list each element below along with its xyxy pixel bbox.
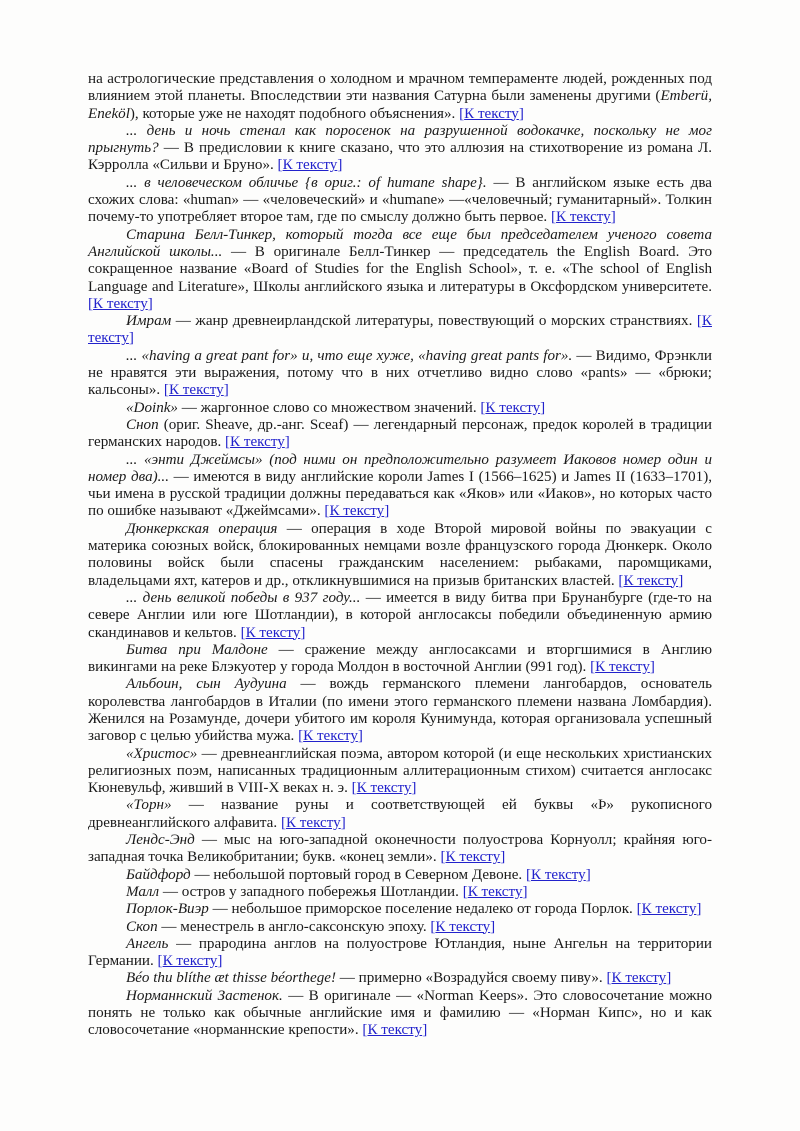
footnote-term: «Doink» xyxy=(126,399,178,416)
footnote-text: ), которые уже не находят подобного объяснения». xyxy=(129,105,460,122)
to-text-label: К тексту xyxy=(329,503,385,520)
to-text-link[interactable] xyxy=(440,849,505,865)
footnote-term: ... день и ночь стенал как поросенок на разрушенной водокачке, поскольку не мог прыгнуть? xyxy=(88,122,712,157)
footnote-text: — жаргонное слово со множеством значений. xyxy=(177,399,481,416)
bracket-close: ] xyxy=(422,1022,428,1039)
footnote-term: Лендс-Энд xyxy=(126,832,195,849)
bracket-close: ] xyxy=(217,953,223,970)
bracket-open: [ xyxy=(462,883,468,900)
footnote-term: Emberü, Eneköl xyxy=(88,88,712,122)
to-text-link[interactable] xyxy=(637,901,702,917)
to-text-link[interactable] xyxy=(164,382,229,398)
to-text-link[interactable] xyxy=(298,728,363,744)
bracket-close: ] xyxy=(357,728,363,745)
bracket-close: ] xyxy=(696,901,702,918)
to-text-link[interactable] xyxy=(281,815,346,831)
to-text-link[interactable] xyxy=(590,659,655,675)
to-text-label: К тексту xyxy=(162,953,218,970)
footnote-text: — сражение между англосаксами и вторгшимися в Англию викингами на реке Блэкуотер у города Молдон в восточной Англии (991 год). xyxy=(88,641,713,676)
to-text-link[interactable] xyxy=(618,573,683,589)
bracket-close: ] xyxy=(147,295,153,312)
bracket-close: ] xyxy=(610,209,616,226)
to-text-label: К тексту xyxy=(467,883,523,900)
bracket-close: ] xyxy=(666,970,672,987)
to-text-link[interactable] xyxy=(606,970,671,986)
footnote-text: на астрологические представления о холодном и мрачном темпераменте людей, рожденных под влиянием этой планеты. Впоследствии эти названия Сатурна были заменены другими ( xyxy=(88,71,712,105)
footnote-term: Альбоин, сын Аудуина xyxy=(126,676,287,693)
to-text-label: К тексту xyxy=(445,849,501,866)
to-text-link[interactable] xyxy=(430,919,495,935)
to-text-link[interactable] xyxy=(241,625,306,641)
bracket-close: ] xyxy=(540,399,546,416)
to-text-label: К тексту xyxy=(623,572,679,589)
footnote-paragraph xyxy=(88,901,712,918)
footnote-text: — В предисловии к книге сказано, что это аллюзия на стихотворение из романа Л. Кэрролла «Сильви и Бруно». xyxy=(88,140,712,174)
footnote-text: — прародина англов на полуострове Ютландия, ныне Ангельн на территории Германии. xyxy=(88,935,712,970)
footnote-paragraph xyxy=(88,175,712,227)
bracket-open: [ xyxy=(618,572,624,589)
footnote-paragraph xyxy=(88,867,712,884)
bracket-close: ] xyxy=(500,849,506,866)
footnote-term: Битва при Малдоне xyxy=(126,641,268,658)
bracket-close: ] xyxy=(490,918,496,935)
footnote-paragraph xyxy=(88,832,712,867)
bracket-close: ] xyxy=(678,572,684,589)
bracket-open: [ xyxy=(636,901,642,918)
footnote-term: Старина Белл-Тинкер, который тогда все еще был председателем ученого совета Английской школы... xyxy=(88,226,712,260)
to-text-label: К тексту xyxy=(245,624,301,641)
footnote-paragraph xyxy=(88,521,712,590)
bracket-close: ] xyxy=(223,382,229,399)
bracket-open: [ xyxy=(88,295,94,312)
footnote-text: — В английском языке есть два схожих слова: «human» — «человеческий» и «humane» —«человечный; гуманитарный». Толкин почему-то употребляет второе там, где по смыслу должно быть первое. xyxy=(88,174,712,226)
footnote-paragraph xyxy=(88,797,712,832)
to-text-link[interactable] xyxy=(526,867,591,883)
to-text-link[interactable] xyxy=(551,209,616,225)
to-text-label: К тексту xyxy=(641,901,697,918)
to-text-link[interactable] xyxy=(362,1022,427,1038)
to-text-label: К тексту xyxy=(464,105,519,122)
bracket-open: [ xyxy=(324,503,330,520)
bracket-open: [ xyxy=(362,1022,368,1039)
footnote-paragraph xyxy=(88,452,712,521)
to-text-link[interactable] xyxy=(278,157,343,173)
bracket-open: [ xyxy=(157,953,163,970)
footnote-text: — жанр древнеирландской литературы, повествующий о морских странствиях. xyxy=(171,313,697,330)
to-text-label: К тексту xyxy=(168,382,224,399)
bracket-close: ] xyxy=(518,105,524,122)
bracket-close: ] xyxy=(384,503,390,520)
bracket-open: [ xyxy=(480,399,486,416)
bracket-close: ] xyxy=(337,157,343,174)
footnote-term: ... в человеческом обличье {в ориг.: of humane shape}. xyxy=(126,174,494,191)
to-text-label: К тексту xyxy=(555,209,611,226)
footnote-term: Сноп xyxy=(126,416,159,433)
footnote-term: «Христос» xyxy=(126,745,198,762)
bracket-open: [ xyxy=(696,313,702,330)
footnote-paragraph xyxy=(88,746,712,798)
bracket-open: [ xyxy=(351,780,357,797)
bracket-close: ] xyxy=(284,434,290,451)
footnote-paragraph xyxy=(88,348,712,400)
footnote-term: Имрам xyxy=(126,313,172,330)
footnote-text: — имеются в виду английские короли James I (1566–1625) и James II (1633–1701), чьи имена в русской традиции должны передаваться как «Яков» или «Иаков», но которых часто по ошибке называют «Джеймсами». xyxy=(88,468,712,520)
to-text-label: К тексту xyxy=(435,918,491,935)
bracket-close: ] xyxy=(585,866,591,883)
to-text-link[interactable] xyxy=(463,884,528,900)
to-text-label: К тексту xyxy=(530,866,586,883)
to-text-label: К тексту xyxy=(485,399,541,416)
bracket-close: ] xyxy=(128,330,134,347)
bracket-close: ] xyxy=(300,624,306,641)
to-text-label: К тексту xyxy=(356,780,412,797)
footnote-text: — имеется в виду битва при Брунанбурге (где-то на севере Англии или юге Шотландии), в которой англосаксы победили объединенную армию скандинавов и кельтов. xyxy=(88,589,712,641)
bracket-open: [ xyxy=(163,382,169,399)
footnote-text: — древнеанглийская поэма, автором которой (и еще нескольких христианских религиозных поэм, написанных традиционным аллитерационным стихом) считается англосакс Кюневульф, живший в VIII-X веках н. э. xyxy=(88,745,712,797)
bracket-open: [ xyxy=(430,918,436,935)
footnote-paragraph xyxy=(88,227,712,313)
footnote-text: — менестрель в англо-саксонскую эпоху. xyxy=(157,918,431,935)
to-text-link[interactable] xyxy=(158,953,223,969)
footnote-text: — примерно «Возрадуйся своему пиву». xyxy=(336,970,607,987)
footnote-term: Норманнский Застенок. xyxy=(126,987,283,1004)
footnote-text: — вождь германского племени лангобардов, основатель королевства лангобардов в Италии (по имени этого германского племени названа Ломбардия). Женился на Розамунде, дочери убитого им короля Кунимунда, которая организовала успешный заговор с целью убийства мужа. xyxy=(88,676,712,745)
to-text-label: К тексту xyxy=(93,295,148,312)
footnote-paragraph xyxy=(88,400,712,417)
footnote-term: Дюнкеркская операция xyxy=(126,520,278,537)
bracket-open: [ xyxy=(240,624,246,641)
footnote-paragraph xyxy=(88,642,712,677)
to-text-link[interactable] xyxy=(459,106,524,122)
footnote-text: — название руны и соответствующей ей буквы «Þ» рукописного древнеанглийского алфавита. xyxy=(88,797,712,831)
bracket-close: ] xyxy=(340,814,346,831)
footnote-term: ... «having a great pant for» и, что еще хуже, «having great pants for». xyxy=(126,347,577,364)
to-text-label: К тексту xyxy=(595,659,650,676)
to-text-label: К тексту xyxy=(282,157,338,174)
footnote-term: Байдфорд xyxy=(126,866,191,883)
footnote-paragraph xyxy=(88,919,712,936)
bracket-open: [ xyxy=(606,970,612,987)
footnote-text: — мыс на юго-западной оконечности полуострова Корнуолл; крайняя юго-западная точка Великобритании; букв. «конец земли». xyxy=(88,832,712,866)
bracket-open: [ xyxy=(277,157,283,174)
to-text-link[interactable] xyxy=(88,296,153,312)
footnote-paragraph xyxy=(88,936,712,971)
bracket-open: [ xyxy=(225,434,231,451)
footnote-paragraph xyxy=(88,884,712,901)
footnote-paragraph xyxy=(88,676,712,745)
footnote-term: ... «энти Джеймсы» (под ними он предположительно разумеет Иаковов номер один и номер два)... xyxy=(88,451,712,485)
bracket-open: [ xyxy=(550,209,556,226)
footnote-paragraph xyxy=(88,123,712,175)
footnote-term: ... день великой победы в 937 году... xyxy=(126,589,366,606)
to-text-label: К тексту xyxy=(611,970,667,987)
to-text-link[interactable] xyxy=(225,434,290,450)
footnote-text: — остров у западного побережья Шотландии. xyxy=(159,883,463,900)
footnotes-block xyxy=(88,71,712,1040)
to-text-label: К тексту xyxy=(303,728,358,745)
bracket-open: [ xyxy=(280,814,286,831)
bracket-open: [ xyxy=(440,849,446,866)
footnote-term: Ангель xyxy=(126,935,169,952)
footnote-text: (ориг. Sheave, др.-анг. Sceaf) — легендарный персонаж, предок королей в традиции германских народов. xyxy=(88,416,712,451)
footnote-term: Скоп xyxy=(126,918,158,935)
footnote-text: — операция в ходе Второй мировой войны по эвакуации с материка союзных войск, блокированных немцами возле французского города Дюнкерк. Около половины войск были спасены гражданским населением: рыбаками, паромщиками, владельцами яхт, катеров и др., откликнувшимися на призыв британских властей. xyxy=(88,520,712,589)
bracket-open: [ xyxy=(525,866,531,883)
bracket-close: ] xyxy=(649,659,655,676)
footnote-paragraph xyxy=(88,313,712,348)
to-text-label: К тексту xyxy=(285,814,341,831)
to-text-label: К тексту xyxy=(230,434,285,451)
footnote-text: — небольшой портовый город в Северном Девоне. xyxy=(190,866,526,883)
footnote-text: — В оригинале Белл-Тинкер — председатель the English Board. Это сокращенное название «Board of Studies for the English School», т. е. «The school of English Language and Literature», Школы английского языка и литературы в Оксфордском университете. xyxy=(88,243,712,295)
to-text-link[interactable] xyxy=(324,503,389,519)
bracket-open: [ xyxy=(459,105,465,122)
footnote-text: — небольшое приморское поселение недалеко от города Порлок. xyxy=(208,901,637,918)
footnote-paragraph xyxy=(88,71,712,123)
footnote-paragraph xyxy=(88,590,712,642)
footnote-paragraph xyxy=(88,417,712,452)
footnote-text: — Видимо, Фрэнкли не нравятся эти выражения, потому что в них отчетливо видно слово «pants» — «брюки; кальсоны». xyxy=(88,347,712,399)
bracket-open: [ xyxy=(590,659,596,676)
footnote-term: Малл xyxy=(126,883,160,900)
footnote-term: Порлок-Виэр xyxy=(126,901,209,918)
bracket-close: ] xyxy=(522,883,528,900)
bracket-close: ] xyxy=(411,780,417,797)
footnote-paragraph xyxy=(88,970,712,987)
footnote-text: — В оригинале — «Norman Keeps». Это словосочетание можно понять не только как обычные английские имя и фамилию — «Норман Кипс», но и как словосочетание «норманнские крепости». xyxy=(88,987,713,1039)
bracket-open: [ xyxy=(298,728,304,745)
to-text-link[interactable] xyxy=(480,400,545,416)
to-text-label: К тексту xyxy=(88,313,712,347)
footnote-term: Béo thu blíthe æt thisse béorthege! xyxy=(126,970,337,987)
to-text-label: К тексту xyxy=(367,1022,423,1039)
footnote-term: «Торн» xyxy=(126,797,172,814)
to-text-link[interactable] xyxy=(352,780,417,796)
footnote-paragraph xyxy=(88,988,712,1040)
